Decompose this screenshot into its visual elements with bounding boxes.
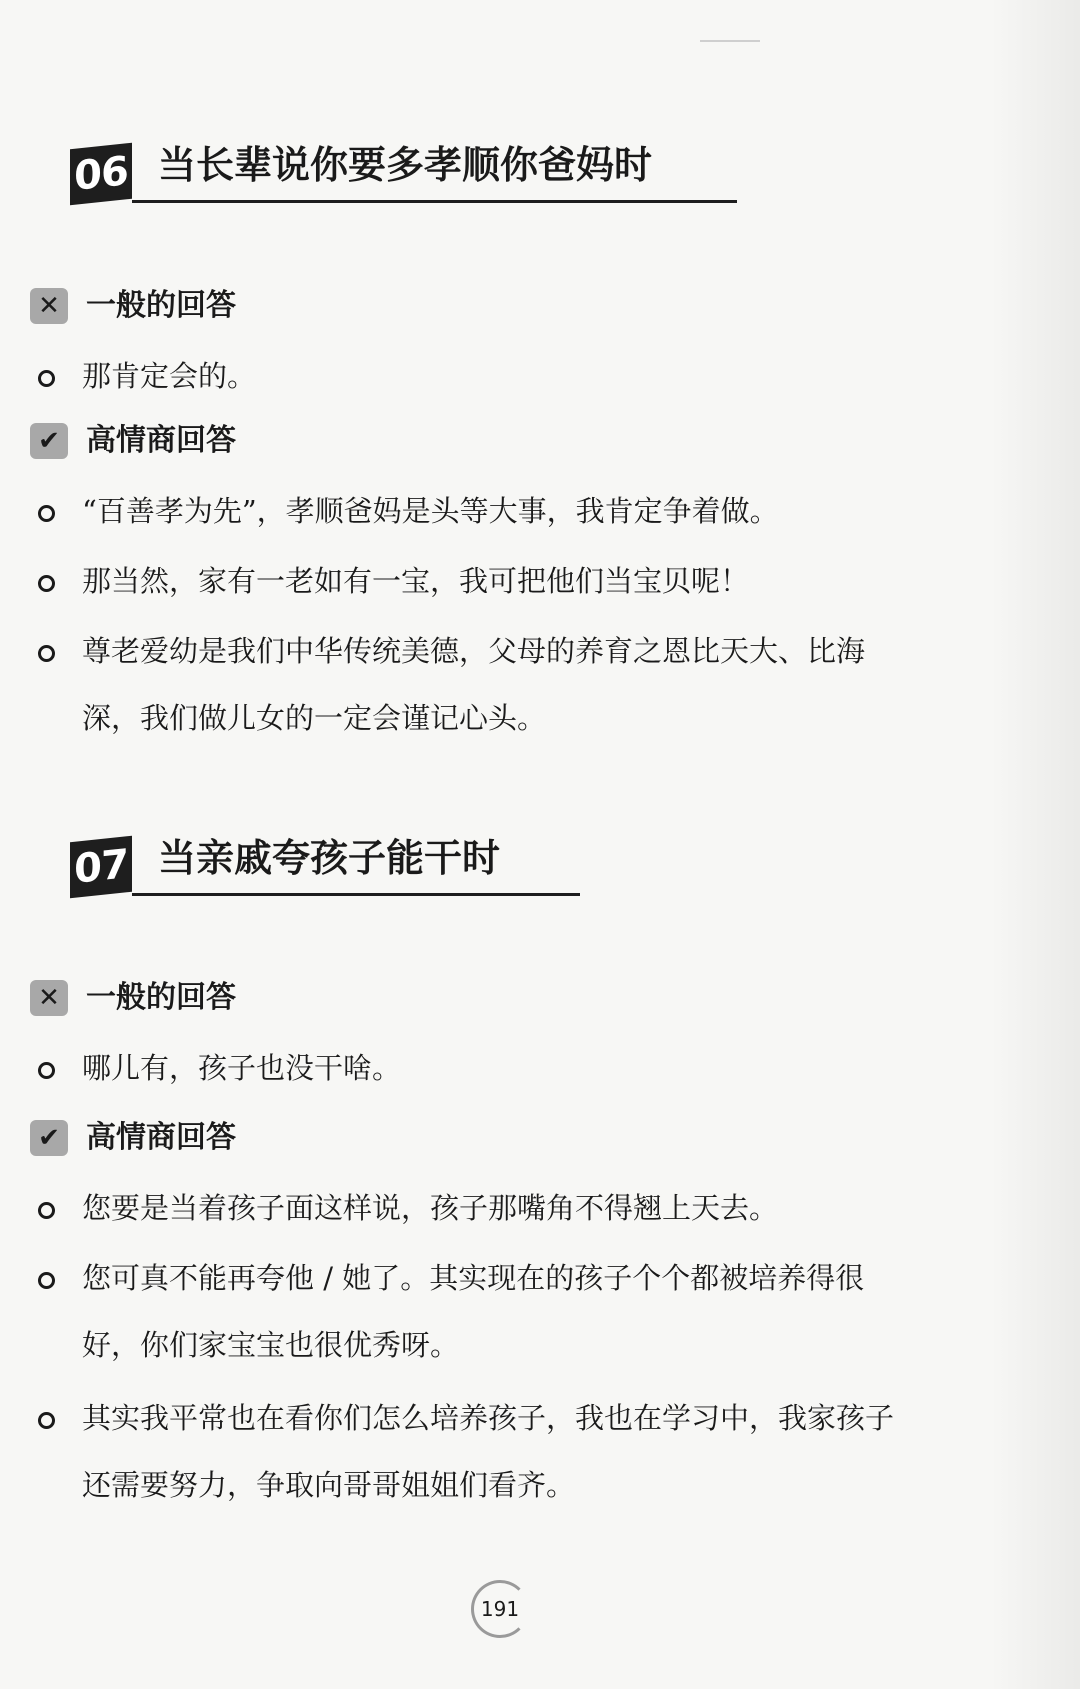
answer-text: 您要是当着孩子面这样说，孩子那嘴角不得翘上天去。 [82,1191,779,1225]
normal-answer-label: 一般的回答 [86,288,236,323]
bullet-icon [38,1062,55,1079]
section-number-badge: 07 [70,836,132,899]
section-title: 当亲戚夸孩子能干时 [158,836,501,880]
bullet-icon [38,1202,55,1219]
high-eq-answer-label: 高情商回答 [86,423,236,458]
high-eq-answer-label: 高情商回答 [86,1120,236,1155]
section-number-badge: 06 [70,143,132,206]
section-title: 当长辈说你要多孝顺你爸妈时 [158,143,653,187]
bullet-icon [38,1272,55,1289]
normal-answer-label: 一般的回答 [86,980,236,1015]
cross-icon: ✕ [30,288,68,324]
bullet-icon [38,1412,55,1429]
section-07 [70,833,1010,913]
answer-text: 您可真不能再夸他 / 她了。其实现在的孩子个个都被培养得很好，你们家宝宝也很优秀呀。 [82,1261,865,1362]
section-heading [70,140,1010,220]
answer-text: 尊老爱幼是我们中华传统美德，父母的养育之恩比天大、比海深，我们做儿女的一定会谨记心头。 [82,634,866,735]
answer-text: 那肯定会的。 [82,359,257,393]
check-icon: ✔ [30,1120,68,1156]
answer-text: 那当然，家有一老如有一宝，我可把他们当宝贝呢！ [82,564,750,598]
bullet-icon [38,370,55,387]
section-heading [70,833,1010,913]
title-underline [132,893,580,896]
bullet-icon [38,645,55,662]
title-underline [132,200,737,203]
bullet-icon [38,505,55,522]
decorative-line [700,40,760,42]
answer-text: 哪儿有，孩子也没干啥。 [82,1051,402,1085]
answer-text: 其实我平常也在看你们怎么培养孩子，我也在学习中，我家孩子还需要努力，争取向哥哥姐姐们看齐。 [82,1401,895,1502]
page-number: 191 [471,1580,529,1638]
bullet-icon [38,575,55,592]
section-06 [70,140,1010,220]
cross-icon: ✕ [30,980,68,1016]
check-icon: ✔ [30,423,68,459]
answer-text: “百善孝为先”，孝顺爸妈是头等大事，我肯定争着做。 [82,494,779,528]
